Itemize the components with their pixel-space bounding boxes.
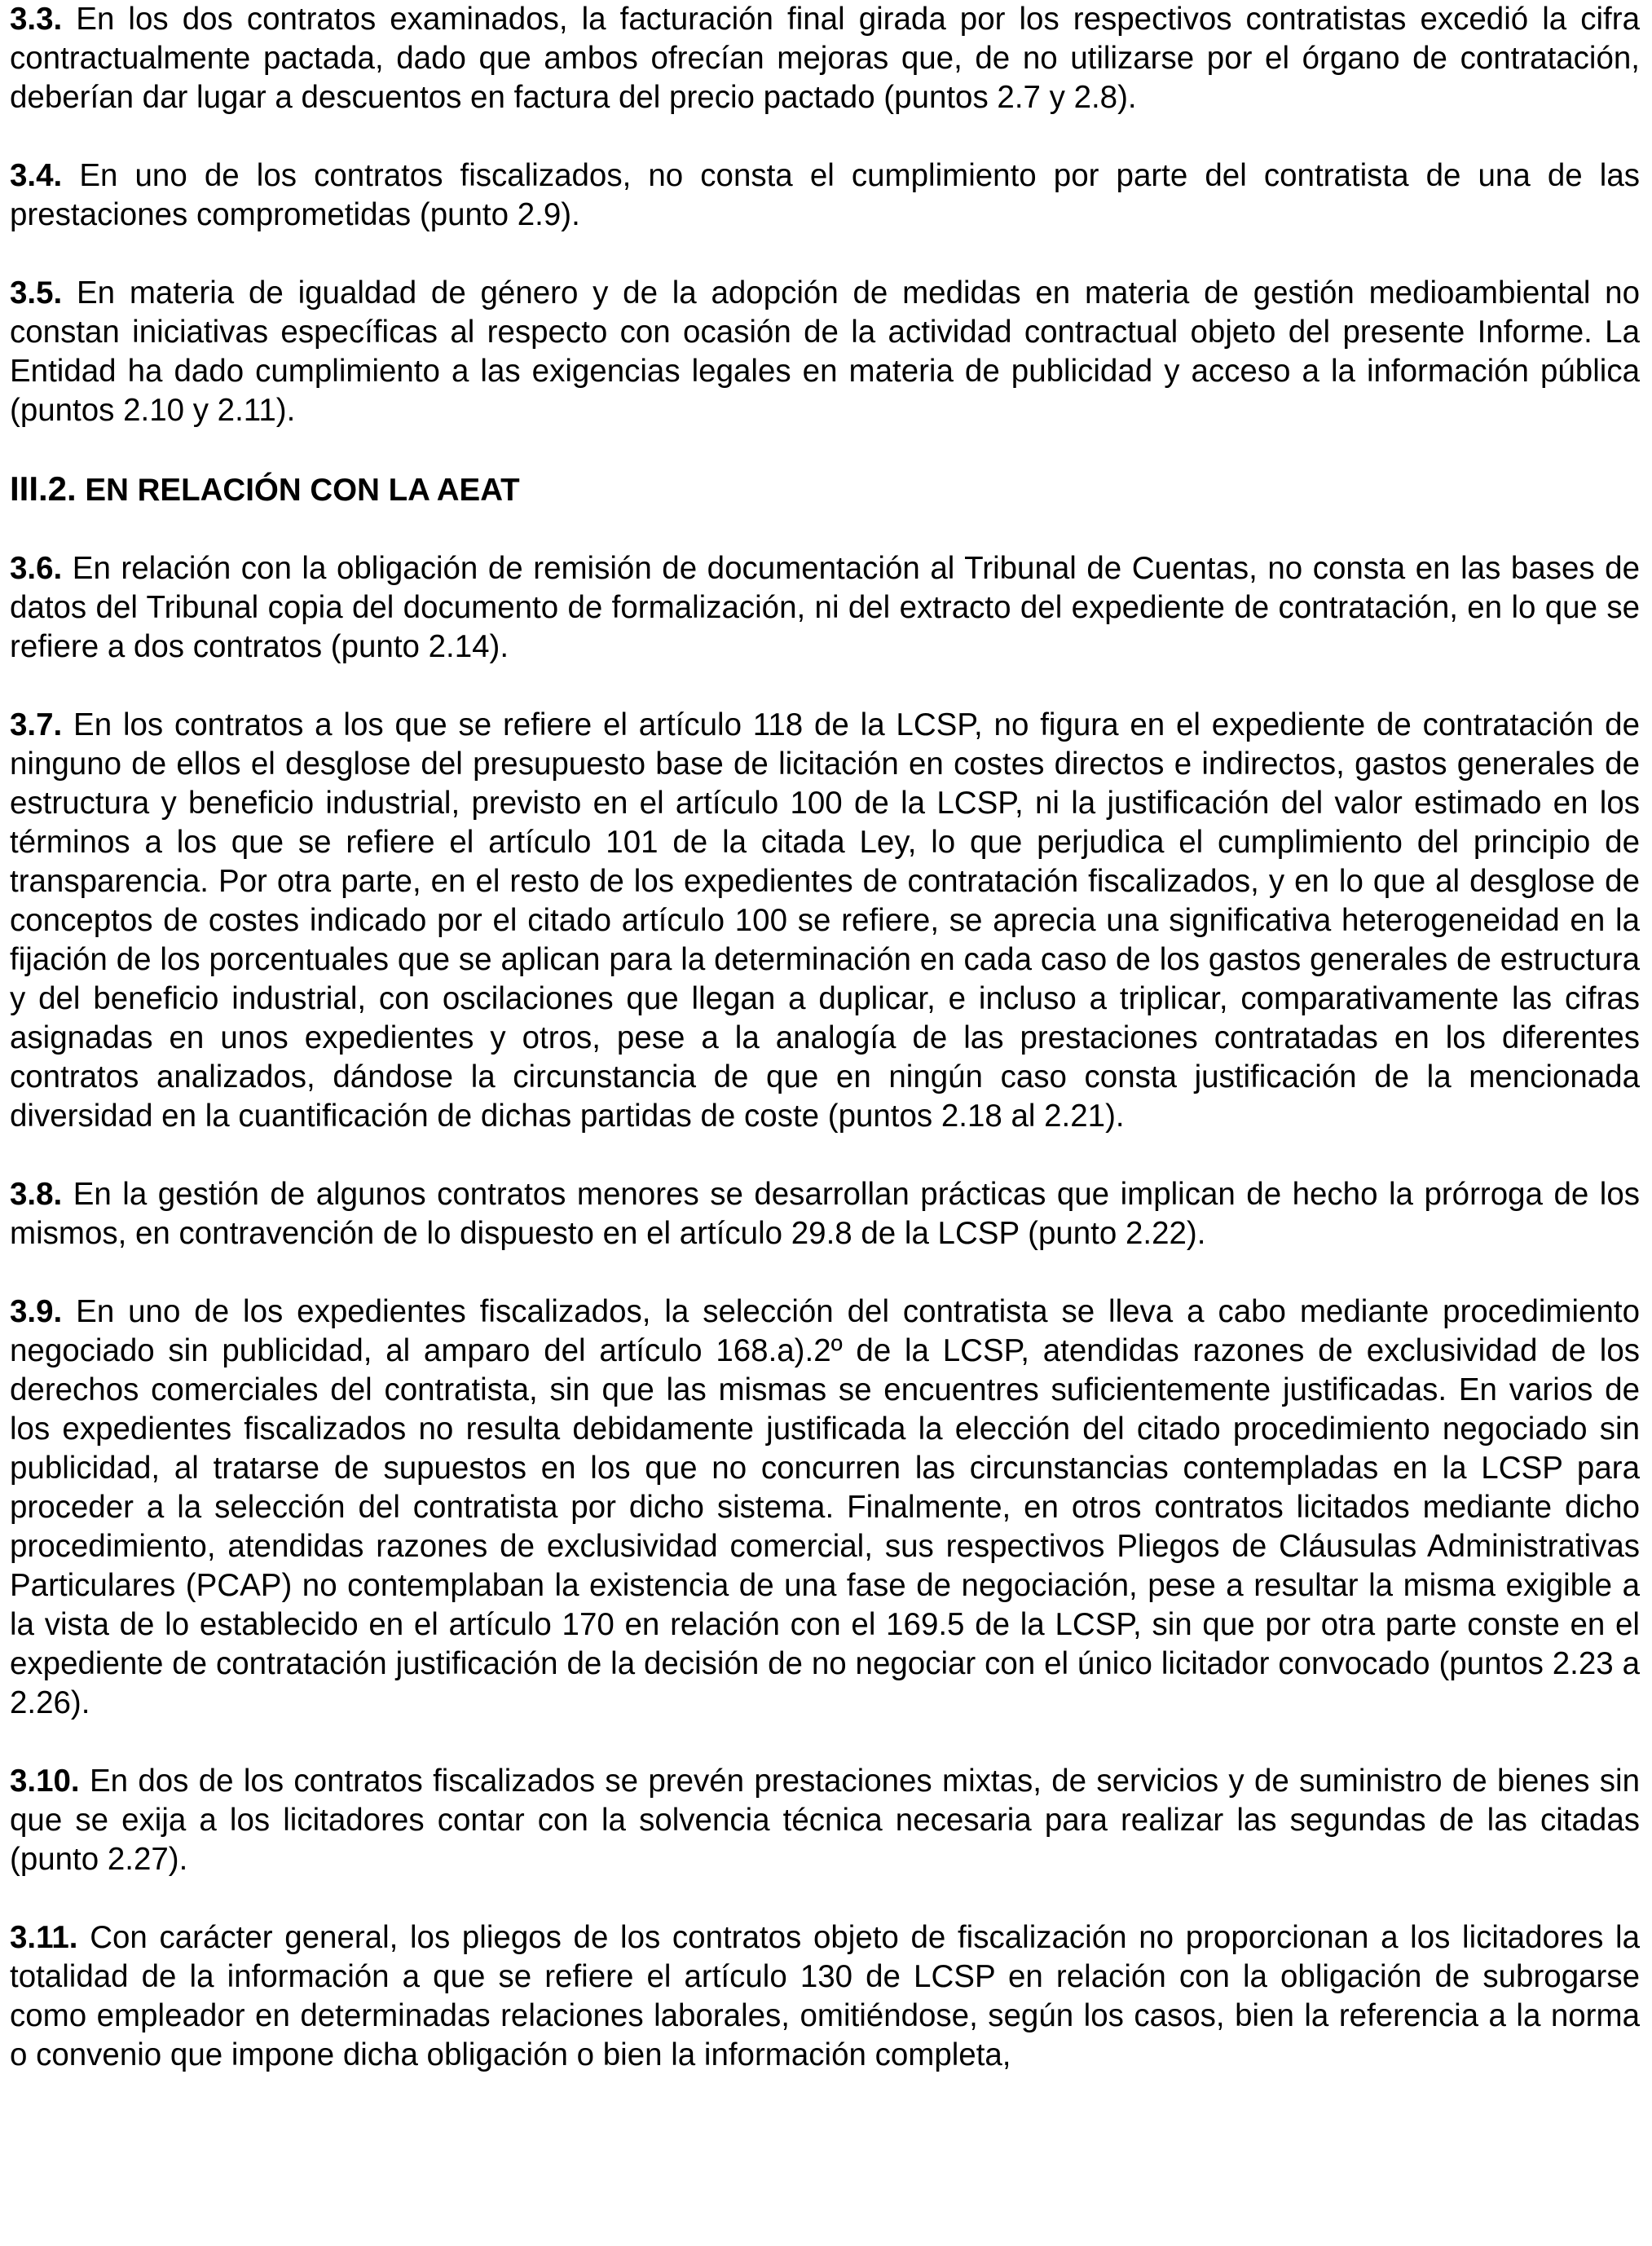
paragraph-3-11 (10, 1918, 1640, 2075)
paragraph-3-9 (10, 1293, 1640, 1723)
paragraph-3-3 (10, 0, 1640, 117)
paragraph-number: 3.5. (10, 275, 63, 310)
paragraph-3-7 (10, 706, 1640, 1136)
paragraph-text: En materia de igualdad de género y de la adopción de medidas en materia de gestión medioambiental no constan iniciativas específicas al respecto con ocasión de la actividad contractual objeto del presente Informe. La Entidad ha dado cumplimiento a las exigencias legales en materia de publicidad y acceso a la información pública (puntos 2.10 y 2.11). (10, 275, 1640, 428)
paragraph-text: En la gestión de algunos contratos menores se desarrollan prácticas que implican de hecho la prórroga de los mismos, en contravención de lo dispuesto en el artículo 29.8 de la LCSP (punto 2.22). (10, 1177, 1640, 1251)
paragraph-3-5 (10, 274, 1640, 430)
section-heading (10, 469, 1640, 510)
paragraph-number: 3.7. (10, 707, 63, 742)
paragraph-text: En uno de los contratos fiscalizados, no consta el cumplimiento por parte del contratista de una de las prestaciones comprometidas (punto 2.9). (10, 158, 1640, 232)
paragraph-number: 3.9. (10, 1294, 63, 1329)
paragraph-number: 3.10. (10, 1764, 80, 1799)
document-page (10, 0, 1640, 2246)
paragraph-3-6 (10, 549, 1640, 667)
paragraph-number: 3.3. (10, 2, 63, 37)
paragraph-text: En relación con la obligación de remisión de documentación al Tribunal de Cuentas, no consta en las bases de datos del Tribunal copia del documento de formalización, ni del extracto del expediente de contratación, en lo que se refiere a dos contratos (punto 2.14). (10, 551, 1641, 664)
paragraph-text: Con carácter general, los pliegos de los contratos objeto de fiscalización no proporcionan a los licitadores la totalidad de la información a que se refiere el artículo 130 de LCSP en relación con la obligación de subrogarse como empleador en determinadas relaciones laborales, omitiéndose, según los casos, bien la referencia a la norma o convenio que impone dicha obligación o bien la información completa, (10, 1920, 1640, 2072)
paragraph-text: En uno de los expedientes fiscalizados, la selección del contratista se lleva a cabo mediante procedimiento negociado sin publicidad, al amparo del artículo 168.a).2º de la LCSP, atendidas razones de exclusividad de los derechos comerciales del contratista, sin que las mismas se encuentres suficientemente justificadas. En varios de los expedientes fiscalizados no resulta debidamente justificada la elección del citado procedimiento negociado sin publicidad, al tratarse de supuestos en los que no concurren las circunstancias contempladas en la LCSP para proceder a la selección del contratista por dicho sistema. Finalmente, en otros contratos licitados mediante dicho procedimiento, atendidas razones de exclusividad comercial, sus respectivos Pliegos de Cláusulas Administrativas Particulares (PCAP) no contemplaban la existencia de una fase de negociación, pese a resultar la misma exigible a la vista de lo establecido en el artículo 170 en relación con el 169.5 de la LCSP, sin que por otra parte conste en el expediente de contratación justificación de la decisión de no negociar con el único licitador convocado (puntos 2.23 a 2.26). (10, 1294, 1640, 1720)
paragraph-number: 3.11. (10, 1920, 78, 1955)
paragraph-3-8 (10, 1175, 1640, 1253)
paragraph-number: 3.8. (10, 1177, 63, 1212)
paragraph-text: En los contratos a los que se refiere el artículo 118 de la LCSP, no figura en el expediente de contratación de ninguno de ellos el desglose del presupuesto base de licitación en costes directos e indirectos, gastos generales de estructura y beneficio industrial, previsto en el artículo 100 de la LCSP, ni la justificación del valor estimado en los términos a los que se refiere el artículo 101 de la citada Ley, lo que perjudica el cumplimiento del principio de transparencia. Por otra parte, en el resto de los expedientes de contratación fiscalizados, y en lo que al desglose de conceptos de costes indicado por el citado artículo 100 se refiere, se aprecia una significativa heterogeneidad en la fijación de los porcentuales que se aplican para la determinación en cada caso de los gastos generales de estructura y del beneficio industrial, con oscilaciones que llegan a duplicar, e incluso a triplicar, comparativamente las cifras asignadas en unos expedientes y otros, pese a la analogía de las prestaciones contratadas en los diferentes contratos analizados, dándose la circunstancia de que en ningún caso consta justificación de la mencionada diversidad en la cuantificación de dichas partidas de coste (puntos 2.18 al 2.21). (10, 707, 1640, 1134)
section-title: EN RELACIÓN CON LA AEAT (85, 473, 520, 508)
paragraph-3-10 (10, 1762, 1640, 1879)
paragraph-number: 3.6. (10, 551, 63, 586)
paragraph-3-4 (10, 156, 1640, 235)
paragraph-number: 3.4. (10, 158, 63, 193)
paragraph-text: En dos de los contratos fiscalizados se prevén prestaciones mixtas, de servicios y de suministro de bienes sin que se exija a los licitadores contar con la solvencia técnica necesaria para realizar las segundas de las citadas (punto 2.27). (10, 1764, 1640, 1877)
section-number: III.2. (10, 469, 77, 508)
paragraph-text: En los dos contratos examinados, la facturación final girada por los respectivos contratistas excedió la cifra contractualmente pactada, dado que ambos ofrecían mejoras que, de no utilizarse por el órgano de contratación, deberían dar lugar a descuentos en factura del precio pactado (puntos 2.7 y 2.8). (10, 2, 1640, 115)
